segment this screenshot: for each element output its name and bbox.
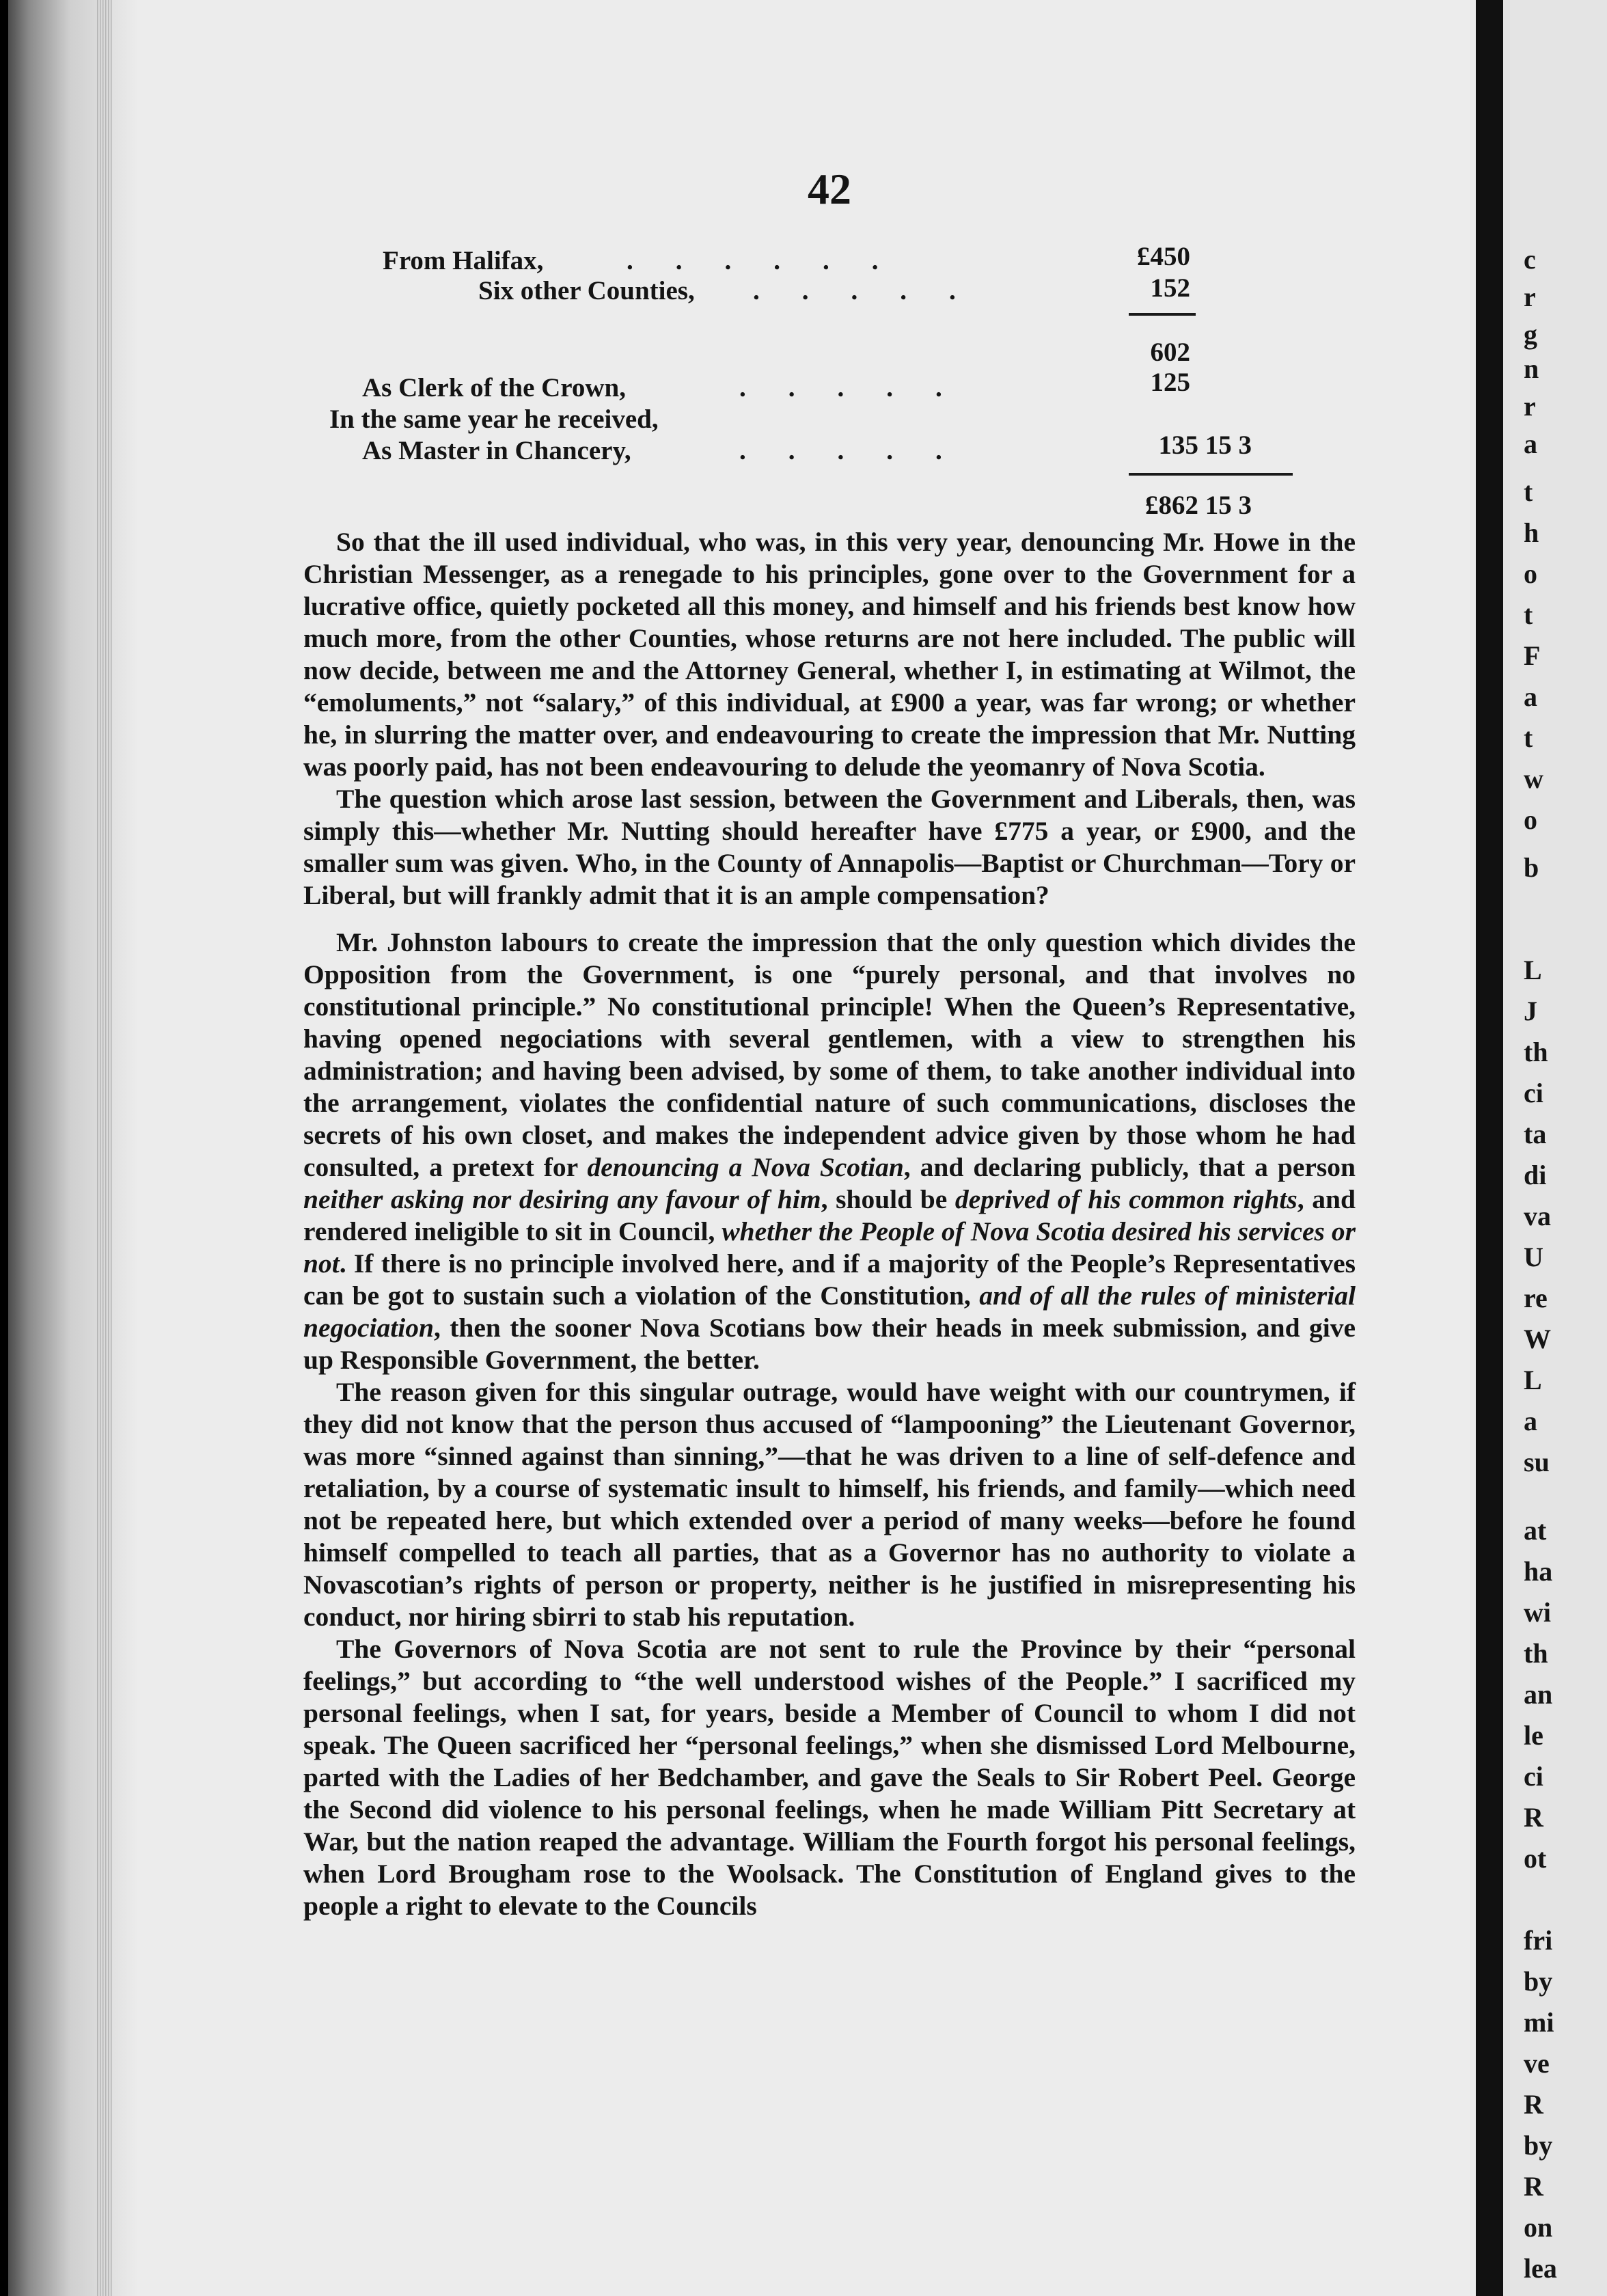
ledger-row-label: As Clerk of the Crown,	[362, 373, 627, 402]
paragraph	[303, 927, 1356, 1376]
adjacent-page-fragment: mi	[1524, 2007, 1554, 2038]
ledger-leader-dots: .....	[739, 436, 985, 465]
adjacent-page-fragment: at	[1524, 1515, 1547, 1546]
page-number: 42	[808, 165, 851, 213]
body-text	[303, 526, 1356, 1922]
ledger-leader-dots: .....	[753, 276, 998, 305]
adjacent-page-fragment: R	[1524, 1802, 1543, 1833]
book-page	[8, 0, 1476, 2296]
adjacent-page-fragment: F	[1524, 640, 1541, 671]
paragraph-text: . If there is no principle involved here, and if a majority of the People’s Representatives can be got to sustain such a violation of the Constitution,	[303, 1248, 1356, 1311]
adjacent-page-fragment: o	[1524, 804, 1537, 835]
adjacent-page-fragment: t	[1524, 476, 1533, 507]
adjacent-page-fragment: ha	[1524, 1556, 1553, 1587]
emoluments-ledger	[8, 0, 1476, 519]
italic-text: whether the People of Nova Scotia desired his services or not	[303, 1216, 1356, 1279]
adjacent-page-fragment: ot	[1524, 1843, 1547, 1874]
adjacent-page-fragment: th	[1524, 1638, 1548, 1669]
adjacent-page-fragment: a	[1524, 681, 1537, 712]
paragraph-text: , and declaring publicly, that a person	[903, 1152, 1356, 1182]
ledger-row-amount: 125	[1150, 368, 1190, 397]
adjacent-page-fragment: r	[1524, 282, 1536, 312]
paragraph	[303, 783, 1356, 912]
paragraph-text: The question which arose last session, between the Government and Liberals, then, was simply this—whether Mr. Nutting should hereafter have £775 a year, or £900, and the smaller sum was given. Who, in the County of Annapolis—Baptist or Churchman—Tory or Liberal, but will frankly admit that it is an ample compensation?	[303, 784, 1356, 910]
italic-text: deprived of his common rights	[954, 1184, 1297, 1214]
adjacent-page-fragment: c	[1524, 244, 1536, 275]
ledger-row-label: Six other Counties,	[478, 276, 695, 305]
adjacent-page-fragment: by	[1524, 1966, 1553, 1997]
adjacent-page-fragment: a	[1524, 428, 1537, 459]
ledger-row-amount: 602	[1150, 338, 1190, 367]
ledger-leader-dots: ......	[627, 246, 921, 275]
adjacent-page-fragment: wi	[1524, 1597, 1551, 1628]
adjacent-page-fragment: t	[1524, 722, 1533, 753]
ledger-total: £862 15 3	[1145, 491, 1252, 520]
adjacent-page-fragment: n	[1524, 353, 1539, 384]
paragraph-text: The reason given for this singular outrage, would have weight with our countrymen, if they did not know that the person thus accused of “lampooning” the Lieutenant Governor, was more “sinned against than sinning,”—that he was driven to a line of self-defence and retaliation, by a course of systematic insult to himself, his friends, and family—which need not be repeated here, but which extended over a period of many weeks—before he found himself compelled to teach all parties, that as a Governor has no authority to violate a Novascotian’s rights of person or property, neither is he justified in misrepresenting his conduct, nor hiring sbirri to stab his reputation.	[303, 1377, 1356, 1632]
adjacent-page-fragment: a	[1524, 1406, 1537, 1436]
paragraph-text: , then the sooner Nova Scotians bow their heads in meek submission, and give up Responsible Government, the better.	[303, 1313, 1356, 1375]
adjacent-page-fragment: W	[1524, 1324, 1551, 1354]
adjacent-page-fragment: o	[1524, 558, 1537, 589]
paragraph-text: Mr. Johnston labours to create the impression that the only question which divides the Opposition from the Government, is one “purely personal, and that involves no constitutional principle.” No constitutional principle! When the Queen’s Representative, having opened negociations with several gentlemen, with a view to strengthen his administration; and having been advised, by some of them, to take another individual into the arrangement, violates the confidential nature of such communications, discloses the secrets of his own closet, and makes the independent advice given by those whom he had consulted, a pretext for	[303, 927, 1356, 1182]
adjacent-page-fragment: th	[1524, 1037, 1548, 1067]
adjacent-page-fragment: ci	[1524, 1761, 1543, 1792]
paragraph	[303, 526, 1356, 783]
ledger-sum-rule	[1129, 313, 1196, 316]
adjacent-page-fragment: g	[1524, 319, 1537, 350]
paragraph-text: The Governors of Nova Scotia are not sent to rule the Province by their “personal feelings,” but according to “the well understood wishes of the People.” I sacrificed my personal feelings, when I sat, for years, beside a Member of Council to whom I did not speak. The Queen sacrificed her “personal feelings,” when she dismissed Lord Melbourne, parted with the Ladies of her Bedchamber, and gave the Seals to Sir Robert Peel. George the Second did violence to his personal feelings, when he made William Pitt Secretary at War, but the nation reaped the advantage. William the Fourth forgot his personal feelings, when Lord Brougham rose to the Woolsack. The Constitution of England gives to the people a right to elevate to the Councils	[303, 1634, 1356, 1921]
adjacent-page-fragment: r	[1524, 391, 1536, 422]
paragraph-text: , should be	[821, 1184, 955, 1214]
adjacent-page-fragment: L	[1524, 955, 1542, 985]
adjacent-page-fragment: b	[1524, 852, 1539, 883]
italic-text: neither asking nor desiring any favour of him	[303, 1184, 821, 1214]
adjacent-page-fragment: L	[1524, 1365, 1542, 1395]
adjacent-page-fragment: fri	[1524, 1925, 1553, 1956]
adjacent-page-fragment: an	[1524, 1679, 1553, 1710]
adjacent-page-fragment: di	[1524, 1160, 1547, 1190]
ledger-row-amount: 135 15 3	[1158, 430, 1252, 460]
adjacent-page-fragment: re	[1524, 1283, 1548, 1313]
binding-gutter	[1476, 0, 1503, 2296]
adjacent-page-fragment: va	[1524, 1201, 1551, 1231]
adjacent-page-fragment: by	[1524, 2130, 1553, 2161]
ledger-row-amount: £450	[1137, 242, 1190, 271]
adjacent-page-fragment: w	[1524, 763, 1543, 794]
adjacent-page-fragment: R	[1524, 2171, 1543, 2202]
ledger-row-label: From Halifax,	[383, 246, 544, 275]
adjacent-page-fragment: t	[1524, 599, 1533, 630]
adjacent-page-fragment: on	[1524, 2212, 1553, 2243]
ledger-leader-dots: .....	[739, 373, 985, 402]
paragraph-text: , and rendered ineligible to sit in Council,	[303, 1184, 1356, 1246]
adjacent-page-fragment: ve	[1524, 2048, 1550, 2079]
italic-text: denouncing a Nova Scotian	[587, 1152, 904, 1182]
ledger-row-label: As Master in Chancery,	[362, 436, 631, 465]
paragraph	[303, 1376, 1356, 1633]
adjacent-page-fragment: su	[1524, 1447, 1550, 1477]
adjacent-page-edge	[1503, 0, 1607, 2296]
adjacent-page-fragment: U	[1524, 1242, 1543, 1272]
ledger-row-amount: 152	[1150, 273, 1190, 303]
adjacent-page-fragment: R	[1524, 2089, 1543, 2120]
adjacent-page-fragment: lea	[1524, 2253, 1557, 2284]
adjacent-page-fragment: h	[1524, 517, 1539, 548]
adjacent-page-fragment: le	[1524, 1720, 1543, 1751]
adjacent-page-fragment: J	[1524, 996, 1537, 1026]
paragraph-text: So that the ill used individual, who was, in this very year, denouncing Mr. Howe in the Christian Messenger, as a renegade to his principles, gone over to the Government for a lucrative office, quietly pocketed all this money, and himself and his friends best know how much more, from the other Counties, whose returns are not here included. The public will now decide, between me and the Attorney General, whether I, in estimating at Wilmot, the “emoluments,” not “salary,” of this individual, at £900 a year, was far wrong; or whether he, in slurring the matter over, and endeavouring to create the impression that Mr. Nutting was poorly paid, has not been endeavouring to delude the yeomanry of Nova Scotia.	[303, 527, 1356, 782]
italic-text: and of all the rules of ministerial negociation	[303, 1281, 1356, 1343]
adjacent-page-fragment: ci	[1524, 1078, 1543, 1108]
ledger-row-label: In the same year he received,	[329, 405, 659, 434]
ledger-sum-rule	[1129, 473, 1293, 476]
paragraph	[303, 1633, 1356, 1922]
adjacent-page-fragment: ta	[1524, 1119, 1547, 1149]
